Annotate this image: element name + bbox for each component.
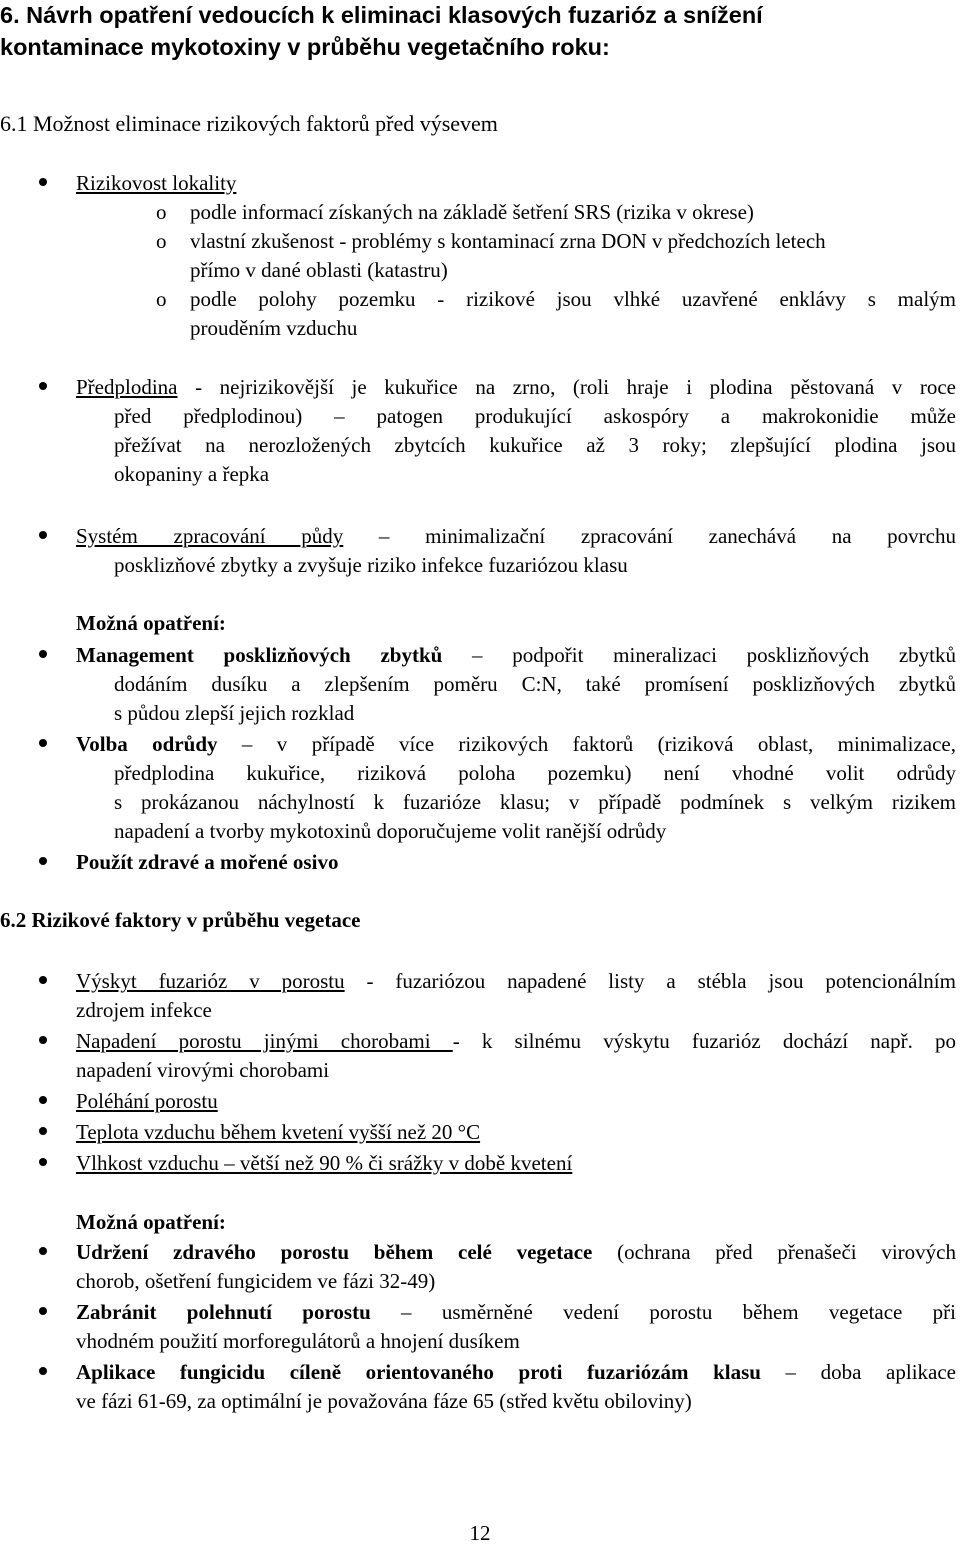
udrzeni-label: Udržení zdravého porostu během celé vegetace — [76, 1240, 593, 1264]
bullet-icon — [39, 1127, 47, 1135]
bullet-icon — [39, 976, 47, 984]
volba-line-4: napadení a tvorby mykotoxinů doporučujeme volit ranější odrůdy — [114, 819, 667, 843]
bullet-icon — [39, 1096, 47, 1104]
vyskyt-label: Výskyt fuzarióz v porostu — [76, 969, 345, 993]
circle-bullet-icon: o — [156, 287, 167, 311]
circle-bullet-icon: o — [156, 200, 167, 224]
lokalita-sub-1: podle informací získaných na základě šetření SRS (rizika v okrese) — [190, 200, 754, 224]
vyskyt-line-1 — [76, 968, 956, 994]
napadeni-line-1 — [76, 1028, 956, 1054]
polehani-item: Poléhání porostu — [76, 1089, 218, 1113]
bullet-icon — [39, 178, 47, 186]
vyskyt-line-2: zdrojem infekce — [76, 998, 212, 1022]
napadeni-label: Napadení porostu jinými chorobami — [76, 1029, 453, 1053]
bullet-icon — [39, 1036, 47, 1044]
aplikace-line-2: ve fázi 61-69, za optimální je považována fáze 65 (střed květu obilovіny) — [76, 1389, 692, 1413]
predplodina-line-2: před předplodinou) – patogen produkující askospóry a makrokonidie může — [114, 404, 956, 428]
bullet-icon — [39, 1307, 47, 1315]
circle-bullet-icon: o — [156, 229, 167, 253]
system-text-1: – minimalizační zpracování zanechává na povrchu — [343, 524, 956, 548]
lokalita-label: Rizikovost lokality — [76, 171, 237, 195]
predplodina-label: Předplodina — [76, 375, 178, 399]
zabranit-line-1 — [76, 1299, 956, 1325]
vlhkost-item: Vlhkost vzduchu – větší než 90 % či srážky v době kvetení — [76, 1151, 573, 1175]
volba-text-1: – v případě více rizikových faktorů (riziková oblast, minimalizace, — [217, 732, 956, 756]
volba-label: Volba odrůdy — [76, 732, 218, 756]
predplodina-line-4: okopaniny a řepka — [114, 462, 270, 486]
management-label: Management posklizňových zbytků — [76, 643, 443, 667]
section-6-1-heading: 6.1 Možnost eliminace rizikových faktorů před výsevem — [0, 111, 498, 136]
lokalita-sub-3-line-1: podle polohy pozemku - rizikové jsou vlhké uzavřené enklávy s malým — [190, 287, 956, 311]
page-number: 12 — [469, 1521, 491, 1545]
lokalita-sub-2-line-2: přímo v dané oblasti (katastru) — [190, 258, 448, 282]
teplota-item: Teplota vzduchu během kvetení vyšší než 20 °C — [76, 1120, 481, 1144]
volba-line-3: s prokázanou náchylností k fuzarióze klasu; v případě podmínek s velkým rizikem — [114, 790, 956, 814]
bullet-icon — [39, 382, 47, 390]
management-text-1: – podpořit mineralizaci posklizňových zbytků — [442, 643, 956, 667]
system-line-1 — [76, 523, 956, 549]
predplodina-line-3: přežívat na nerozložených zbytcích kukuřice až 3 roky; zlepšující plodina jsou — [114, 433, 956, 457]
udrzeni-line-2: chorob, ošetření fungicidem ve fázi 32-49) — [76, 1269, 436, 1293]
predplodina-line-1 — [76, 374, 956, 400]
zabranit-text-1: – usměrněné vedení porostu během vegetace při — [370, 1300, 956, 1324]
management-line-3: s půdou zlepší jejich rozklad — [114, 701, 355, 725]
document-title-line-2: kontaminace mykotoxiny v průběhu vegetačního roku: — [0, 34, 610, 60]
bullet-icon — [39, 650, 47, 658]
vyskyt-text-1: - fuzariózou napadené listy a stébla jsou potencionálním — [344, 969, 956, 993]
lokalita-sub-2-line-1: vlastní zkušenost - problémy s kontaminací zrna DON v předchozích letech — [190, 229, 826, 253]
bullet-icon — [39, 1158, 47, 1166]
management-line-1 — [76, 642, 956, 668]
system-label: Systém zpracování půdy — [76, 524, 344, 548]
volba-line-2: předplodina kukuřice, riziková poloha pozemku) není vhodné volit odrůdy — [114, 761, 956, 785]
bullet-icon — [39, 1247, 47, 1255]
management-line-2: dodáním dusíku a zlepšením poměru C:N, také promísení posklizňových zbytků — [114, 672, 956, 696]
aplikace-text-1: – doba aplikace — [760, 1360, 956, 1384]
napadeni-line-2: napadení virovými chorobami — [76, 1058, 330, 1082]
predplodina-text-1: - nejrizikovější je kukuřice na zrno, (roli hraje i plodina pěstovaná v roce — [177, 375, 956, 399]
bullet-icon — [39, 739, 47, 747]
opatreni-heading-2: Možná opatření: — [76, 1210, 226, 1234]
bullet-icon — [39, 531, 47, 539]
opatreni-heading-1: Možná opatření: — [76, 611, 226, 635]
document-title-line-1: 6. Návrh opatření vedoucích k eliminaci klasových fuzarióz a snížení — [0, 2, 763, 28]
udrzeni-text-1: (ochrana před přenašeči virových — [592, 1240, 956, 1264]
aplikace-label: Aplikace fungicidu cíleně orientovaného proti fuzariózám klasu — [76, 1360, 761, 1384]
aplikace-line-1 — [76, 1359, 956, 1385]
osivo-item: Použít zdravé a mořené osivo — [76, 850, 339, 874]
lokalita-sub-3-line-2: prouděním vzduchu — [190, 316, 358, 340]
system-line-2: posklizňové zbytky a zvyšuje riziko infekce fuzariózou klasu — [114, 553, 628, 577]
section-6-2-heading: 6.2 Rizikové faktory v průběhu vegetace — [0, 908, 361, 932]
napadeni-text-1: - k silnému výskytu fuzarióz dochází např. po — [452, 1029, 957, 1053]
volba-line-1 — [76, 731, 956, 757]
bullet-icon — [39, 857, 47, 865]
bullet-icon — [39, 1367, 47, 1375]
zabranit-line-2: vhodném použití morforegulátorů a hnojení dusíkem — [76, 1329, 520, 1353]
zabranit-label: Zabránit polehnutí porostu — [76, 1300, 371, 1324]
udrzeni-line-1 — [76, 1239, 956, 1265]
